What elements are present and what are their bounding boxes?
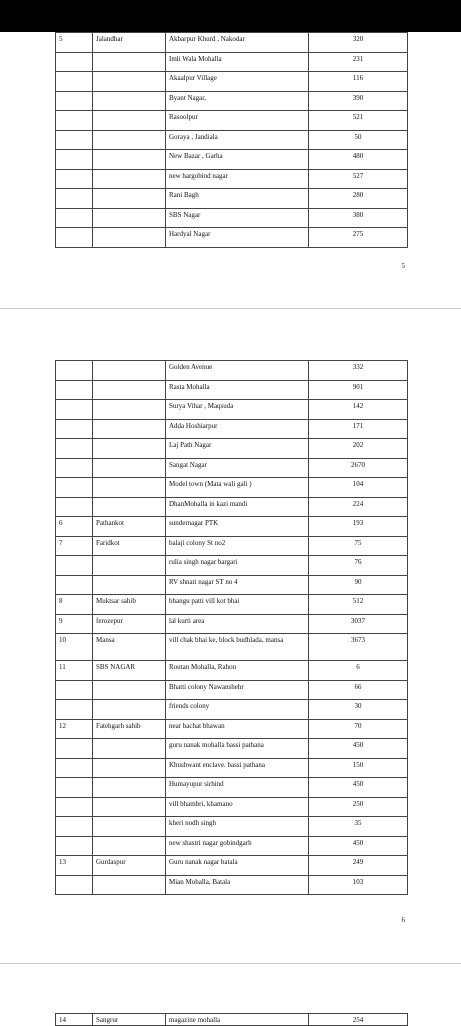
table-row: [56, 575, 408, 595]
count-cell: 202: [309, 439, 408, 459]
count-cell: 332: [309, 361, 408, 381]
table-row: [56, 661, 408, 681]
serial-number-cell: [56, 875, 93, 895]
serial-number-cell: [56, 797, 93, 817]
district-cell: Muktsar sahib: [93, 595, 166, 615]
location-cell: near bachat bhawan: [166, 719, 309, 739]
count-cell: 90: [309, 575, 408, 595]
district-cell: [93, 228, 166, 248]
district-cell: [93, 458, 166, 478]
location-cell: guru nanak mohalla bassi pathana: [166, 739, 309, 759]
count-cell: 75: [309, 536, 408, 556]
table-row: [56, 778, 408, 798]
count-cell: 30: [309, 700, 408, 720]
district-cell: [93, 419, 166, 439]
location-cell: vill bhambri, khamano: [166, 797, 309, 817]
table-row: [56, 169, 408, 189]
count-cell: 250: [309, 797, 408, 817]
table-row: [56, 556, 408, 576]
serial-number-cell: [56, 72, 93, 92]
serial-number-cell: [56, 739, 93, 759]
district-cell: [93, 478, 166, 498]
count-cell: 450: [309, 836, 408, 856]
district-cell: [93, 836, 166, 856]
table-row: [56, 614, 408, 634]
table-row: [56, 33, 408, 53]
location-cell: Guru nanak nagar batala: [166, 856, 309, 876]
table-row: [56, 700, 408, 720]
serial-number-cell: [56, 130, 93, 150]
district-cell: [93, 189, 166, 209]
location-cell: magazine mohalla: [166, 1014, 309, 1026]
serial-number-cell: 13: [56, 856, 93, 876]
page-5-table: [55, 32, 408, 248]
district-cell: [93, 91, 166, 111]
location-cell: kheri nodh singh: [166, 817, 309, 837]
location-cell: new shastri nagar gobindgarh: [166, 836, 309, 856]
location-cell: Sangat Nagar: [166, 458, 309, 478]
serial-number-cell: 9: [56, 614, 93, 634]
table-row: [56, 458, 408, 478]
count-cell: 2670: [309, 458, 408, 478]
serial-number-cell: [56, 169, 93, 189]
serial-number-cell: [56, 556, 93, 576]
page-divider: [0, 308, 461, 309]
location-cell: Rani Bagh: [166, 189, 309, 209]
location-cell: Laj Path Nagar: [166, 439, 309, 459]
count-cell: 150: [309, 758, 408, 778]
district-cell: [93, 111, 166, 131]
table-row: [56, 478, 408, 498]
district-cell: [93, 497, 166, 517]
serial-number-cell: [56, 361, 93, 381]
count-cell: 171: [309, 419, 408, 439]
table-row: [56, 875, 408, 895]
location-cell: friends colony: [166, 700, 309, 720]
location-cell: Hardyal Nagar: [166, 228, 309, 248]
serial-number-cell: [56, 458, 93, 478]
page-number: 5: [401, 262, 405, 270]
table-row: [56, 680, 408, 700]
table-row: [56, 72, 408, 92]
district-cell: [93, 575, 166, 595]
count-cell: 193: [309, 517, 408, 537]
count-cell: 70: [309, 719, 408, 739]
table-row: [56, 439, 408, 459]
location-cell: RV shnati nagar ST no 4: [166, 575, 309, 595]
table-row: [56, 228, 408, 248]
table-row: [56, 189, 408, 209]
serial-number-cell: [56, 208, 93, 228]
page-6-table: [55, 360, 408, 895]
district-cell: [93, 778, 166, 798]
count-cell: 275: [309, 228, 408, 248]
location-cell: Model town (Mata wali gali ): [166, 478, 309, 498]
location-cell: Mian Mohalla, Batala: [166, 875, 309, 895]
district-cell: [93, 130, 166, 150]
location-cell: vill chak bhai ke, block budhlada, mansa: [166, 634, 309, 661]
table-row: [56, 208, 408, 228]
count-cell: 521: [309, 111, 408, 131]
serial-number-cell: [56, 680, 93, 700]
count-cell: 76: [309, 556, 408, 576]
table-row: [56, 856, 408, 876]
serial-number-cell: [56, 91, 93, 111]
location-cell: balaji colony St no2: [166, 536, 309, 556]
page-6-table-body: [56, 361, 408, 895]
table-row: [56, 130, 408, 150]
location-cell: rulia singh nagar bargari: [166, 556, 309, 576]
location-cell: Humayupur sirhind: [166, 778, 309, 798]
table-row: [56, 497, 408, 517]
district-cell: [93, 758, 166, 778]
district-cell: Fatehgarh sahib: [93, 719, 166, 739]
count-cell: 231: [309, 52, 408, 72]
serial-number-cell: 10: [56, 634, 93, 661]
table-row: [56, 400, 408, 420]
serial-number-cell: [56, 380, 93, 400]
district-cell: [93, 380, 166, 400]
serial-number-cell: [56, 700, 93, 720]
serial-number-cell: 12: [56, 719, 93, 739]
location-cell: Bhatti colony Nawanshehr: [166, 680, 309, 700]
serial-number-cell: 7: [56, 536, 93, 556]
district-cell: [93, 208, 166, 228]
count-cell: 450: [309, 778, 408, 798]
serial-number-cell: [56, 758, 93, 778]
count-cell: 450: [309, 739, 408, 759]
serial-number-cell: [56, 575, 93, 595]
count-cell: 249: [309, 856, 408, 876]
count-cell: 116: [309, 72, 408, 92]
top-bar: [0, 0, 461, 32]
count-cell: 527: [309, 169, 408, 189]
table-row: [56, 150, 408, 170]
table-row: [56, 536, 408, 556]
count-cell: 35: [309, 817, 408, 837]
serial-number-cell: [56, 189, 93, 209]
count-cell: 3673: [309, 634, 408, 661]
district-cell: [93, 739, 166, 759]
serial-number-cell: [56, 419, 93, 439]
location-cell: bhangu patti vill kot bhai: [166, 595, 309, 615]
serial-number-cell: 8: [56, 595, 93, 615]
table-row: [56, 111, 408, 131]
table-row: [56, 739, 408, 759]
table-row: [56, 361, 408, 381]
district-cell: Pathankot: [93, 517, 166, 537]
count-cell: 901: [309, 380, 408, 400]
count-cell: 512: [309, 595, 408, 615]
location-cell: new hargobind nagar: [166, 169, 309, 189]
district-cell: [93, 361, 166, 381]
table-row: [56, 419, 408, 439]
location-cell: lal kurti area: [166, 614, 309, 634]
district-cell: [93, 700, 166, 720]
table-row: [56, 634, 408, 661]
count-cell: 320: [309, 33, 408, 53]
serial-number-cell: [56, 400, 93, 420]
location-cell: Byant Nagar,: [166, 91, 309, 111]
location-cell: Akbarpur Khurd , Nakodar: [166, 33, 309, 53]
table-row: [56, 797, 408, 817]
location-cell: Goraya , Jandiala: [166, 130, 309, 150]
serial-number-cell: [56, 228, 93, 248]
district-cell: [93, 150, 166, 170]
district-cell: Faridkot: [93, 536, 166, 556]
table-row: [56, 91, 408, 111]
serial-number-cell: [56, 150, 93, 170]
district-cell: ferozepur: [93, 614, 166, 634]
location-cell: SBS Nagar: [166, 208, 309, 228]
count-cell: 66: [309, 680, 408, 700]
district-cell: [93, 169, 166, 189]
table-row: [56, 817, 408, 837]
count-cell: 390: [309, 91, 408, 111]
serial-number-cell: [56, 52, 93, 72]
count-cell: 254: [309, 1014, 408, 1026]
serial-number-cell: 6: [56, 517, 93, 537]
location-cell: Surya Vihar , Maqsuda: [166, 400, 309, 420]
district-cell: [93, 817, 166, 837]
page-5-table-body: [56, 33, 408, 248]
district-cell: [93, 72, 166, 92]
district-cell: [93, 556, 166, 576]
table-row: [56, 758, 408, 778]
district-cell: [93, 680, 166, 700]
location-cell: Rasta Mohalla: [166, 380, 309, 400]
location-cell: sundernagar PTK: [166, 517, 309, 537]
location-cell: Khushwant enclave. bassi pathana: [166, 758, 309, 778]
location-cell: Routan Mohalla, Rahon: [166, 661, 309, 681]
location-cell: Rasoolpur: [166, 111, 309, 131]
count-cell: 380: [309, 208, 408, 228]
page-number: 6: [401, 916, 405, 924]
serial-number-cell: 11: [56, 661, 93, 681]
table-row: [56, 52, 408, 72]
table-row: [56, 380, 408, 400]
page-divider: [0, 963, 461, 964]
serial-number-cell: 14: [56, 1014, 93, 1026]
count-cell: 280: [309, 189, 408, 209]
count-cell: 224: [309, 497, 408, 517]
count-cell: 142: [309, 400, 408, 420]
serial-number-cell: [56, 478, 93, 498]
table-row: [56, 836, 408, 856]
location-cell: Akaalpur Village: [166, 72, 309, 92]
district-cell: Jalandhar: [93, 33, 166, 53]
district-cell: [93, 439, 166, 459]
serial-number-cell: [56, 778, 93, 798]
count-cell: 3037: [309, 614, 408, 634]
district-cell: Gurdaspur: [93, 856, 166, 876]
count-cell: 103: [309, 875, 408, 895]
district-cell: [93, 400, 166, 420]
page-7-table: [55, 1013, 408, 1026]
count-cell: 50: [309, 130, 408, 150]
table-row: [56, 517, 408, 537]
serial-number-cell: [56, 111, 93, 131]
location-cell: Adda Hoshiarpur: [166, 419, 309, 439]
location-cell: Imli Wala Mohalla: [166, 52, 309, 72]
district-cell: Sangrur: [93, 1014, 166, 1026]
district-cell: [93, 797, 166, 817]
serial-number-cell: 5: [56, 33, 93, 53]
serial-number-cell: [56, 817, 93, 837]
serial-number-cell: [56, 497, 93, 517]
table-row: [56, 719, 408, 739]
count-cell: 480: [309, 150, 408, 170]
count-cell: 104: [309, 478, 408, 498]
district-cell: Mansa: [93, 634, 166, 661]
district-cell: [93, 875, 166, 895]
district-cell: [93, 52, 166, 72]
count-cell: 6: [309, 661, 408, 681]
location-cell: DhanMohalla in kazi mandi: [166, 497, 309, 517]
table-row: [56, 595, 408, 615]
location-cell: New Bazar , Garha: [166, 150, 309, 170]
serial-number-cell: [56, 439, 93, 459]
location-cell: Golden Avenue: [166, 361, 309, 381]
serial-number-cell: [56, 836, 93, 856]
district-cell: SBS NAGAR: [93, 661, 166, 681]
